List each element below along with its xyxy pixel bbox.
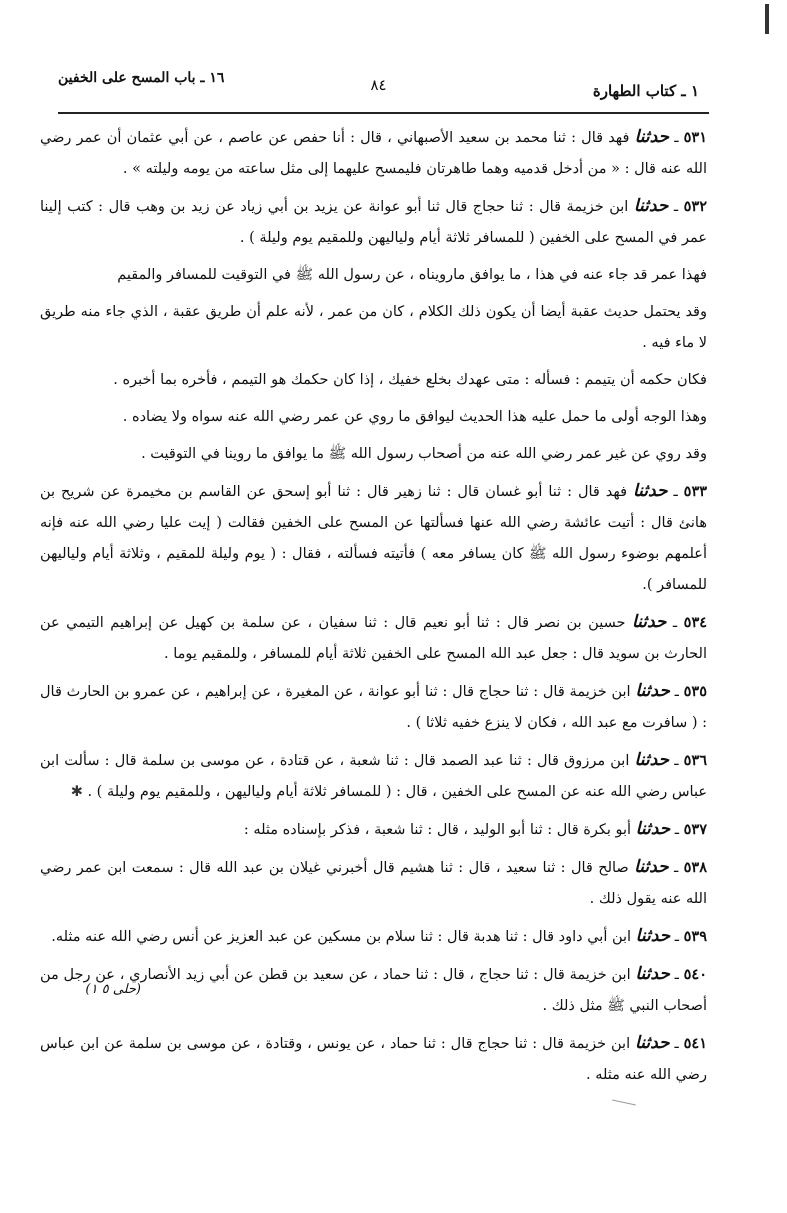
hadith-535: ٥٣٥ ـ حدثنا ابن خزيمة قال : ثنا حجاج قال : ثنا أبو عوانة ، عن المغيرة ، عن إبراهيم ، عن عمرو بن الحارث قال : ( سافرت مع عبد الله ، فكان لا ينزع خفيه ثلاثا ) . — [40, 681, 708, 731]
commentary-2: وقد يحتمل حديث عقبة أيضا أن يكون ذلك الكلام ، كان من عمر ، لأنه علم أن طريق عقبة ، الذي جاء منه طريق لا ماء فيه . — [40, 304, 707, 351]
hadith-534: ٥٣٤ ـ حدثنا حسين بن نصر قال : ثنا أبو نعيم قال : ثنا سفيان ، عن سلمة بن كهيل عن إبراهيم التيمي عن الحارث بن سويد قال : جعل عبد الله المسح على الخفين ثلاثة أيام للمسافر ، وللمقيم يوما . — [40, 612, 708, 662]
header-rule — [58, 112, 709, 114]
header-book-title: ١ ـ كتاب الطهارة — [592, 82, 699, 100]
hadith-533: ٥٣٣ ـ حدثنا فهد قال : ثنا أبو غسان قال : ثنا زهير قال : ثنا أبو إسحق عن القاسم بن مخيمرة عن شريح بن هانئ قال : أتيت عائشة رضي الله عنها فسألتها عن المسح على الخفين فقالت ( إيت عليا رضي الله عنه فإنه أعلمهم بوضوء رسول الله ﷺ كان يسافر معه ) فأتيته فسألته ، فقال : ( يوم وليلة للمقيم ، وثلاثة أيام ولياليهن للمسافر ). — [40, 481, 708, 593]
handwritten-margin-note: (حلی ٥ ١) — [85, 982, 141, 997]
hadith-532: ٥٣٢ ـ حدثنا ابن خزيمة قال : ثنا حجاج قال ثنا أبو عوانة عن يزيد بن أبي زياد عن زيد بن وهب قال : كتب إلينا عمر في المسح على الخفين ( للمسافر ثلاثة أيام ولياليهن وللمقيم يوم وليلة ) . — [40, 196, 708, 246]
hadith-541: ٥٤١ ـ حدثنا ابن خزيمة قال : ثنا حجاج قال : ثنا حماد ، عن يونس ، وقتادة ، عن موسى بن سلمة عن ابن عباس رضي الله عنه مثله . — [40, 1033, 707, 1083]
pen-stroke-mark — [612, 1100, 636, 1106]
hadith-536: ٥٣٦ ـ حدثنا ابن مرزوق قال : ثنا عبد الصمد قال : ثنا شعبة ، عن قتادة ، عن موسى بن سلمة قال : سألت ابن عباس رضي الله عنه عن المسح على الخفين ، قال : ( للمسافر ثلاثة أيام ولياليهن ، وللمقيم يوم وليلة ) . ✱ — [40, 750, 708, 800]
running-header — [58, 68, 699, 108]
commentary-1: فهذا عمر قد جاء عنه في هذا ، ما يوافق مارويناه ، عن رسول الله ﷺ في التوقيت للمسافر والمقيم — [117, 267, 707, 283]
commentary-5: وقد روي عن غير عمر رضي الله عنه من أصحاب رسول الله ﷺ ما يوافق ما روينا في التوقيت . — [141, 446, 707, 462]
hadith-539: ٥٣٩ ـ حدثنا ابن أبي داود قال : ثنا هدبة قال : ثنا سلام بن مسكين عن عبد العزيز عن أنس رضي الله عنه مثله. — [51, 926, 707, 946]
star-mark: ✱ — [70, 784, 83, 800]
hadith-538: ٥٣٨ ـ حدثنا صالح قال : ثنا سعيد ، قال : ثنا هشيم قال أخبرني غيلان بن عبد الله قال : سمعت ابن عمر رضي الله عنه يقول ذلك . — [40, 857, 707, 907]
hadith-531: ٥٣١ ـ حدثنا فهد قال : ثنا محمد بن سعيد الأصبهاني ، قال : أنا حفص عن عاصم ، عن أبي عثمان أن عمر رضي الله عنه قال : « من أدخل قدميه وهما طاهرتان فليمسح عليهما إلى مثل ساعته من يومه وليلته » . — [40, 127, 707, 177]
hadith-540: ٥٤٠ ـ حدثنا ابن خزيمة قال : ثنا حجاج ، قال : ثنا حماد ، عن سعيد بن قطن عن أبي زيد الأنصاري ، عن رجل من أصحاب النبي ﷺ مثل ذلك . — [40, 964, 707, 1014]
text-body — [40, 122, 707, 1097]
page-edge-mark — [765, 4, 769, 34]
header-chapter-title: ١٦ ـ باب المسح على الخفين — [58, 70, 225, 86]
page-number: ٨٤ — [370, 76, 387, 94]
commentary-4: وهذا الوجه أولى ما حمل عليه هذا الحديث ليوافق ما روي عن عمر رضي الله عنه سواه ولا يضاده . — [122, 409, 707, 425]
hadith-537: ٥٣٧ ـ حدثنا أبو بكرة قال : ثنا أبو الوليد ، قال : ثنا شعبة ، فذكر بإسناده مثله : — [243, 819, 707, 839]
commentary-3: فكان حكمه أن يتيمم : فسأله : متى عهدك بخلع خفيك ، إذا كان حكمك هو التيمم ، فأخره بما أخبره . — [113, 372, 707, 388]
